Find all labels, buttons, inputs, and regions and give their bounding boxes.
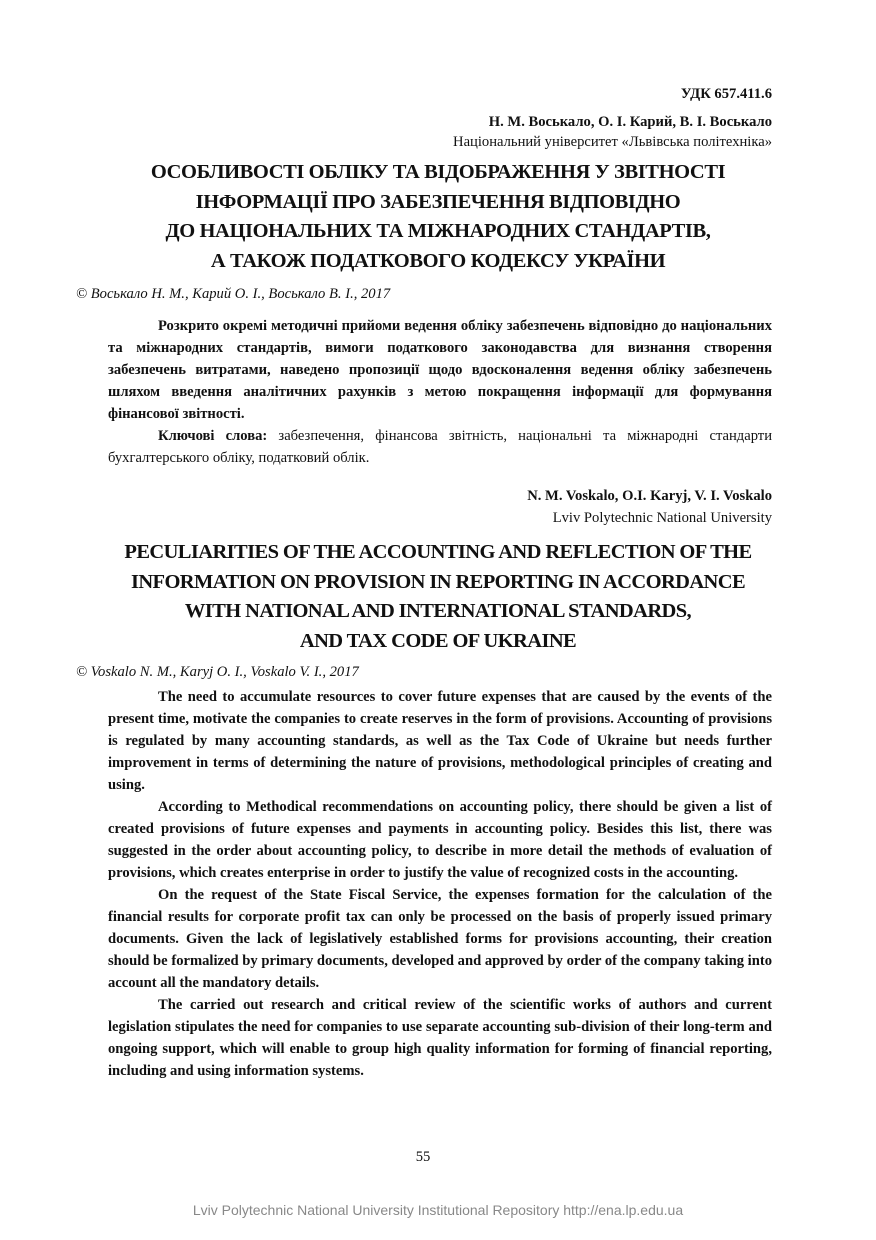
ua-title-line: ОСОБЛИВОСТІ ОБЛІКУ ТА ВІДОБРАЖЕННЯ У ЗВІТНОСТІ bbox=[150, 161, 726, 183]
en-affiliation: Lviv Polytechnic National University bbox=[552, 510, 772, 526]
en-copyright: © Voskalo N. M., Karyj O. I., Voskalo V. I., 2017 bbox=[76, 664, 359, 680]
en-abstract-block bbox=[108, 686, 772, 1082]
page-number: 55 bbox=[415, 1149, 431, 1165]
en-paragraph: The need to accumulate resources to cover future expenses that are caused by the events of the present time, motivate the companies to create reserves in the form of provisions. Accounting of provisions is regulated by many accounting standards, as well as the Tax Code of Ukraine but needs further improvement in terms of determining the nature of provisions, methodological principles of creating and using. bbox=[108, 689, 772, 793]
ua-copyright: © Воськало Н. М., Карий О. І., Воськало В. І., 2017 bbox=[76, 286, 391, 302]
ua-title-line: ІНФОРМАЦІЇ ПРО ЗАБЕЗПЕЧЕННЯ ВІДПОВІДНО bbox=[195, 190, 681, 213]
en-title-line: AND TAX CODE OF UKRAINE bbox=[299, 630, 577, 653]
repository-footer: Lviv Polytechnic National University Institutional Repository http://ena.lp.edu.ua bbox=[192, 1202, 684, 1218]
ua-affiliation: Національний університет «Львівська політехніка» bbox=[453, 134, 772, 150]
ua-keywords bbox=[108, 425, 772, 469]
en-title-line: PECULIARITIES OF THE ACCOUNTING AND REFLECTION OF THE bbox=[124, 541, 752, 563]
ua-abstract: Розкрито окремі методичні прийоми ведення обліку забезпечень відповідно до національних та міжнародних стандартів, вимоги податкового законодавства для визнання створення забезпечень витратами, наведено пропозиції щодо вдосконалення ведення обліку забезпечень шляхом введення аналітичних рахунків з метою покращення інформації для формування фінансової звітності. bbox=[108, 318, 772, 422]
ua-abstract-block bbox=[108, 315, 772, 469]
en-title-line: INFORMATION ON PROVISION IN REPORTING IN ACCORDANCE bbox=[130, 570, 746, 593]
udc-code: УДК 657.411.6 bbox=[680, 86, 772, 102]
ua-title-line: ДО НАЦІОНАЛЬНИХ ТА МІЖНАРОДНИХ СТАНДАРТІВ, bbox=[165, 220, 711, 243]
keywords-text: забезпечення, фінансова звітність, національні та міжнародні стандарти бухгалтерського обліку, податковий облік. bbox=[108, 428, 772, 466]
en-paragraph: On the request of the State Fiscal Service, the expenses formation for the calculation of the financial results for corporate profit tax can only be processed on the basis of properly issued primary documents. Given the lack of legislatively established forms for provisions accounting, their creation should be formalized by primary documents, developed and approved by order of the company taking into account all the mandatory details. bbox=[108, 887, 772, 991]
en-title-line: WITH NATIONAL AND INTERNATIONAL STANDARDS, bbox=[184, 600, 692, 623]
ua-title-line: А ТАКОЖ ПОДАТКОВОГО КОДЕКСУ УКРАЇНИ bbox=[210, 250, 666, 273]
en-authors: N. M. Voskalo, O.I. Karyj, V. I. Voskalo bbox=[527, 488, 772, 504]
ua-title bbox=[60, 158, 816, 277]
ua-authors: Н. М. Воськало, О. І. Карий, В. І. Воськало bbox=[488, 114, 772, 130]
en-paragraph: According to Methodical recommendations on accounting policy, there should be given a list of created provisions of future expenses and payments in accounting policy. Besides this list, there was suggested in the order about accounting policy, to describe in more detail the methods of evaluation of provisions, which creates enterprise in order to justify the value of recognized costs in the accounting. bbox=[108, 799, 772, 881]
keywords-label: Ключові слова: bbox=[158, 428, 268, 444]
en-title bbox=[60, 538, 816, 657]
en-paragraph: The carried out research and critical review of the scientific works of authors and current legislation stipulates the need for companies to use separate accounting sub-division of their long-term and ongoing support, which will enable to group high quality information for forming of financial reporting, including and using information systems. bbox=[108, 997, 772, 1079]
